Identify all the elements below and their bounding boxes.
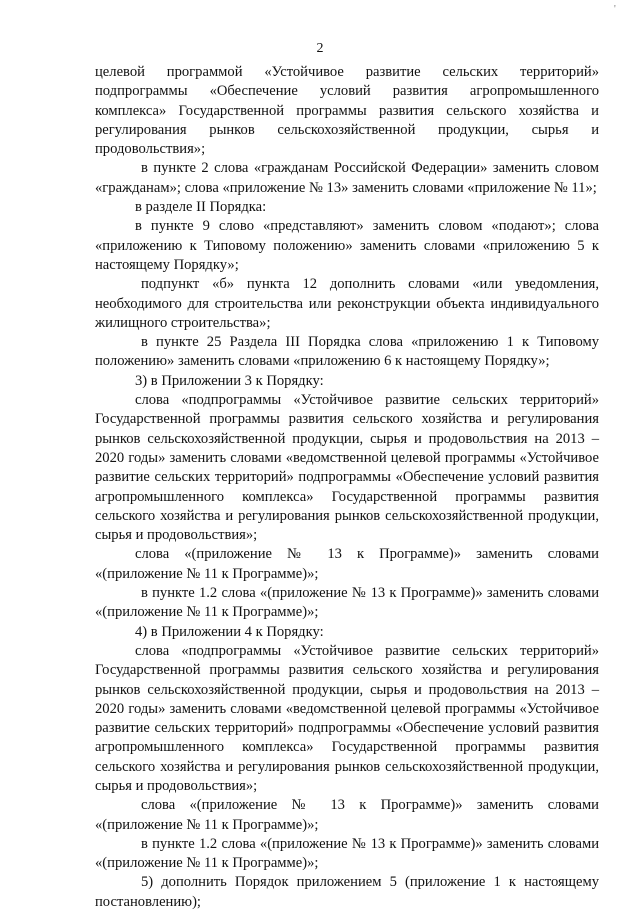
paragraph: целевой программой «Устойчивое развитие сельских территорий» подпрограммы «Обеспечение условий развития агропромышленного комплекса» Государственной программы развития сельского хозяйства и регулирования рынков сельскохозяйственной продукции, сырья и продовольствия»; [95,64,599,158]
paragraph: в пункте 1.2 слова «(приложение № 13 к Программе)» заменить словами «(приложение № 11 к Программе)»; [95,585,599,621]
paragraph: в пункте 25 Раздела III Порядка слова «приложению 1 к Типовому положению» заменить словами «приложению 6 к настоящему Порядку»; [95,334,599,370]
paragraph: подпункт «б» пункта 12 дополнить словами «или уведомления, необходимого для строительства или реконструкции объекта индивидуального жилищного строительства»; [95,276,599,331]
paragraph: слова «подпрограммы «Устойчивое развитие сельских территорий» Государственной программы развития сельского хозяйства и регулирования рынков сельскохозяйственной продукции, сырья и продовольствия на 2013 – 2020 годы» заменить словами «ведомственной целевой программы «Устойчивое развитие сельских территорий» подпрограммы «Обеспечение условий развития агропромышленного комплекса» Государственной программы развития сельского хозяйства и регулирования рынков сельскохозяйственной продукции, сырья и продовольствия»; [95,392,599,544]
paragraph: в разделе II Порядка: [135,199,267,216]
document-body [95,63,599,912]
paragraph: слова «подпрограммы «Устойчивое развитие сельских территорий» Государственной программы развития сельского хозяйства и регулирования рынков сельскохозяйственной продукции, сырья и продовольствия на 2013 – 2020 годы» заменить словами «ведомственной целевой программы «Устойчивое развитие сельских территорий» подпрограммы «Обеспечение условий развития агропромышленного комплекса» Государственной программы развития сельского хозяйства и регулирования рынков сельскохозяйственной продукции, сырья и продовольствия»; [95,642,599,794]
page-number: 2 [316,41,324,56]
paragraph: в пункте 2 слова «гражданам Российской Федерации» заменить словом «гражданам»; слова «приложение № 13» заменить словами «приложение № 11»; [95,160,599,196]
paragraph: в пункте 1.2 слова «(приложение № 13 к Программе)» заменить словами «(приложение № 11 к Программе)»; [95,835,599,872]
corner-mark: ' [614,4,616,15]
paragraph: в пункте 9 слово «представляют» заменить словом «подают»; слова «приложению к Типовому положению» заменить словами «приложению 5 к настоящему Порядку»; [95,218,599,273]
paragraph: слова «(приложение № 13 к Программе)» заменить словами «(приложение № 11 к Программе)»; [95,546,599,582]
paragraph: 3) в Приложении 3 к Порядку: [135,372,324,389]
paragraph: 4) в Приложении 4 к Порядку: [135,623,324,640]
paragraph: 5) дополнить Порядок приложением 5 (приложение 1 к настоящему постановлению); [95,874,599,910]
paragraph: слова «(приложение № 13 к Программе)» заменить словами «(приложение № 11 к Программе)»; [95,797,599,833]
